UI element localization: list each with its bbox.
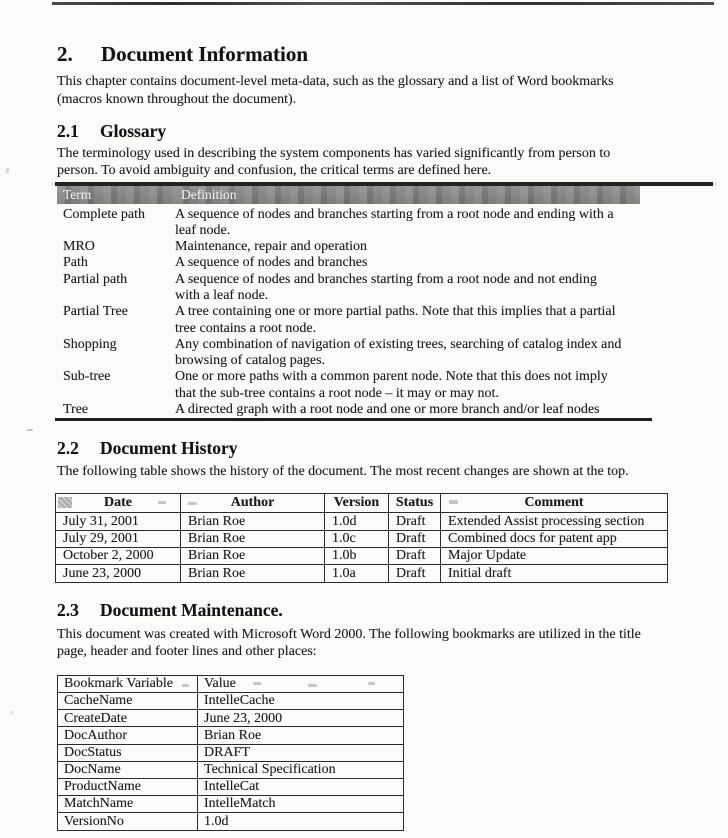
table-cell: 1.0a bbox=[325, 565, 389, 582]
table-cell: Brian Roe bbox=[181, 513, 325, 530]
heading-number: 2.1 bbox=[57, 121, 79, 141]
table-row bbox=[57, 369, 640, 402]
bookmark-header-row bbox=[58, 675, 404, 692]
table-row bbox=[56, 530, 668, 547]
history-header-version: Version bbox=[325, 493, 389, 512]
table-row bbox=[57, 239, 640, 255]
table-cell: Draft bbox=[389, 530, 441, 547]
glossary-header-definition: Definition bbox=[175, 186, 640, 204]
table-row bbox=[57, 337, 640, 370]
table-row bbox=[57, 272, 640, 305]
history-header-comment: Comment bbox=[441, 493, 668, 512]
table-cell: Brian Roe bbox=[181, 530, 325, 547]
table-cell: DRAFT bbox=[198, 744, 404, 761]
table-cell bbox=[175, 369, 640, 402]
table-cell bbox=[175, 272, 640, 305]
table-cell: IntelleCache bbox=[198, 693, 404, 710]
heading-document-maintenance bbox=[57, 599, 717, 621]
table-cell bbox=[175, 402, 640, 418]
table-cell: 1.0d bbox=[198, 813, 404, 830]
text-line: Maintenance, repair and operation bbox=[175, 239, 368, 255]
table-row bbox=[58, 778, 404, 795]
text-line: A sequence of nodes and branches starting from a root node and ending with a bbox=[175, 206, 614, 222]
history-header-row bbox=[56, 493, 668, 512]
table-cell: July 31, 2001 bbox=[56, 513, 181, 530]
scan-speck bbox=[6, 168, 9, 173]
table-cell: Sub-tree bbox=[63, 369, 111, 385]
table-cell: DocAuthor bbox=[58, 727, 198, 744]
table-cell: Partial Tree bbox=[63, 304, 128, 320]
heading-number: 2. bbox=[57, 42, 73, 66]
table-cell bbox=[175, 204, 640, 240]
table-cell: July 29, 2001 bbox=[56, 530, 181, 547]
text-line: A sequence of nodes and branches starting from a root node and not ending bbox=[175, 271, 597, 287]
table-row bbox=[58, 693, 404, 710]
table-cell: MRO bbox=[63, 239, 95, 255]
scan-speck bbox=[10, 711, 13, 714]
scan-smudge bbox=[188, 502, 197, 505]
glossary-header-term: Term bbox=[57, 186, 175, 204]
table-row bbox=[57, 304, 640, 337]
text-line: page, header and footer lines and other places: bbox=[57, 644, 317, 660]
table-cell: Brian Roe bbox=[198, 727, 404, 744]
table-cell bbox=[175, 255, 640, 271]
table-cell: Partial path bbox=[63, 271, 128, 287]
table-row bbox=[56, 565, 668, 582]
glossary-table-block bbox=[57, 182, 717, 421]
table-cell: DocName bbox=[58, 761, 198, 778]
table-cell: Draft bbox=[389, 548, 441, 565]
table-cell: Major Update bbox=[441, 548, 668, 565]
table-cell: June 23, 2000 bbox=[56, 565, 181, 582]
glossary-intro-paragraph bbox=[57, 145, 717, 179]
table-cell: Path bbox=[63, 255, 88, 271]
scan-smudge bbox=[308, 684, 317, 687]
heading-number: 2.2 bbox=[57, 438, 79, 459]
table-cell: ProductName bbox=[58, 778, 198, 795]
text-line: A directed graph with a root node and one or more branch and/or leaf nodes bbox=[175, 402, 600, 418]
table-row bbox=[58, 727, 404, 744]
heading-number: 2.3 bbox=[57, 599, 79, 620]
table-cell: VersionNo bbox=[58, 813, 198, 830]
table-row bbox=[57, 255, 640, 271]
table-cell: IntelleMatch bbox=[198, 796, 404, 813]
text-line: The following table shows the history of the document. The most recent changes are shown at the top. bbox=[57, 464, 629, 480]
table-cell: 1.0b bbox=[325, 548, 389, 565]
scan-smudge bbox=[253, 682, 261, 685]
heading-document-history bbox=[57, 437, 717, 459]
table-cell: DocStatus bbox=[58, 744, 198, 761]
table-cell: June 23, 2000 bbox=[198, 710, 404, 727]
heading-document-information bbox=[57, 42, 717, 66]
text-line: One or more paths with a common parent node. Note that this does not imply bbox=[175, 369, 608, 385]
glossary-table-bottom-rule bbox=[55, 418, 652, 421]
history-header-status: Status bbox=[389, 493, 441, 512]
bookmark-table bbox=[57, 675, 404, 831]
text-line: Any combination of navigation of existing trees, searching of catalog index and bbox=[175, 336, 622, 352]
heading-glossary bbox=[57, 120, 717, 142]
heading-title: Glossary bbox=[100, 121, 167, 141]
table-cell: Shopping bbox=[63, 336, 117, 352]
table-cell: Technical Specification bbox=[198, 761, 404, 778]
bookmark-header-value: Value bbox=[198, 675, 404, 692]
table-cell: CacheName bbox=[58, 693, 198, 710]
table-cell: MatchName bbox=[58, 796, 198, 813]
table-cell: Draft bbox=[389, 513, 441, 530]
table-row bbox=[58, 761, 404, 778]
table-row bbox=[57, 204, 640, 240]
history-intro-paragraph bbox=[57, 463, 717, 481]
text-line: that the sub-tree contains a root node – it may or may not. bbox=[175, 385, 499, 401]
table-cell: 1.0c bbox=[325, 530, 389, 547]
text-line: leaf node. bbox=[175, 222, 231, 238]
scan-speck bbox=[27, 429, 33, 432]
maintenance-intro-paragraph bbox=[57, 626, 717, 661]
glossary-table bbox=[57, 186, 640, 419]
table-row bbox=[58, 744, 404, 761]
text-line: with a leaf node. bbox=[175, 287, 269, 303]
history-header-date: Date bbox=[56, 493, 181, 512]
table-cell: Extended Assist processing section bbox=[441, 513, 668, 530]
scan-smudge bbox=[449, 500, 458, 504]
table-cell: Draft bbox=[389, 565, 441, 582]
glossary-header-row bbox=[57, 186, 640, 204]
table-row bbox=[58, 796, 404, 813]
table-cell bbox=[175, 239, 640, 255]
scan-smudge bbox=[182, 684, 189, 687]
table-cell: IntelleCat bbox=[198, 778, 404, 795]
heading-title: Document Maintenance. bbox=[100, 599, 283, 620]
history-header-author: Author bbox=[181, 493, 325, 512]
text-line: This chapter contains document-level meta-data, such as the glossary and a list of Word bookmarks bbox=[57, 74, 614, 89]
text-line: browsing of catalog pages. bbox=[175, 353, 326, 369]
text-line: A tree containing one or more partial paths. Note that this implies that a partial bbox=[175, 304, 616, 320]
table-cell: Initial draft bbox=[441, 565, 668, 582]
table-row bbox=[58, 813, 404, 830]
text-line: This document was created with Microsoft Word 2000. The following bookmarks are utilized in the title bbox=[57, 626, 641, 642]
table-cell: 1.0d bbox=[325, 513, 389, 530]
text-line: A sequence of nodes and branches bbox=[175, 255, 368, 271]
scan-smudge bbox=[368, 682, 375, 685]
table-row bbox=[56, 548, 668, 565]
table-row bbox=[56, 513, 668, 530]
table-row bbox=[58, 710, 404, 727]
heading-title: Document Information bbox=[101, 42, 309, 66]
table-cell: CreateDate bbox=[58, 710, 198, 727]
text-line: (macros known throughout the document). bbox=[57, 91, 297, 107]
document-history-table bbox=[55, 493, 668, 583]
text-line: person. To avoid ambiguity and confusion, the critical terms are defined here. bbox=[57, 163, 492, 178]
table-cell: Brian Roe bbox=[181, 548, 325, 565]
table-row bbox=[57, 402, 640, 418]
table-cell: Brian Roe bbox=[181, 565, 325, 582]
scan-smudge bbox=[58, 497, 72, 508]
text-line: tree contains a root node. bbox=[175, 320, 317, 336]
text-line: The terminology used in describing the system components has varied significantly from person to bbox=[57, 146, 611, 161]
table-cell: Combined docs for patent app bbox=[441, 530, 668, 547]
table-cell: Tree bbox=[63, 402, 89, 418]
table-cell: Complete path bbox=[63, 206, 146, 222]
table-cell bbox=[175, 304, 640, 337]
heading-title: Document History bbox=[100, 438, 238, 459]
table-cell: October 2, 2000 bbox=[56, 548, 181, 565]
table-cell bbox=[175, 337, 640, 370]
bookmark-header-variable: Bookmark Variable bbox=[58, 675, 198, 692]
scan-smudge bbox=[158, 501, 166, 504]
chapter-intro-paragraph bbox=[57, 73, 717, 108]
